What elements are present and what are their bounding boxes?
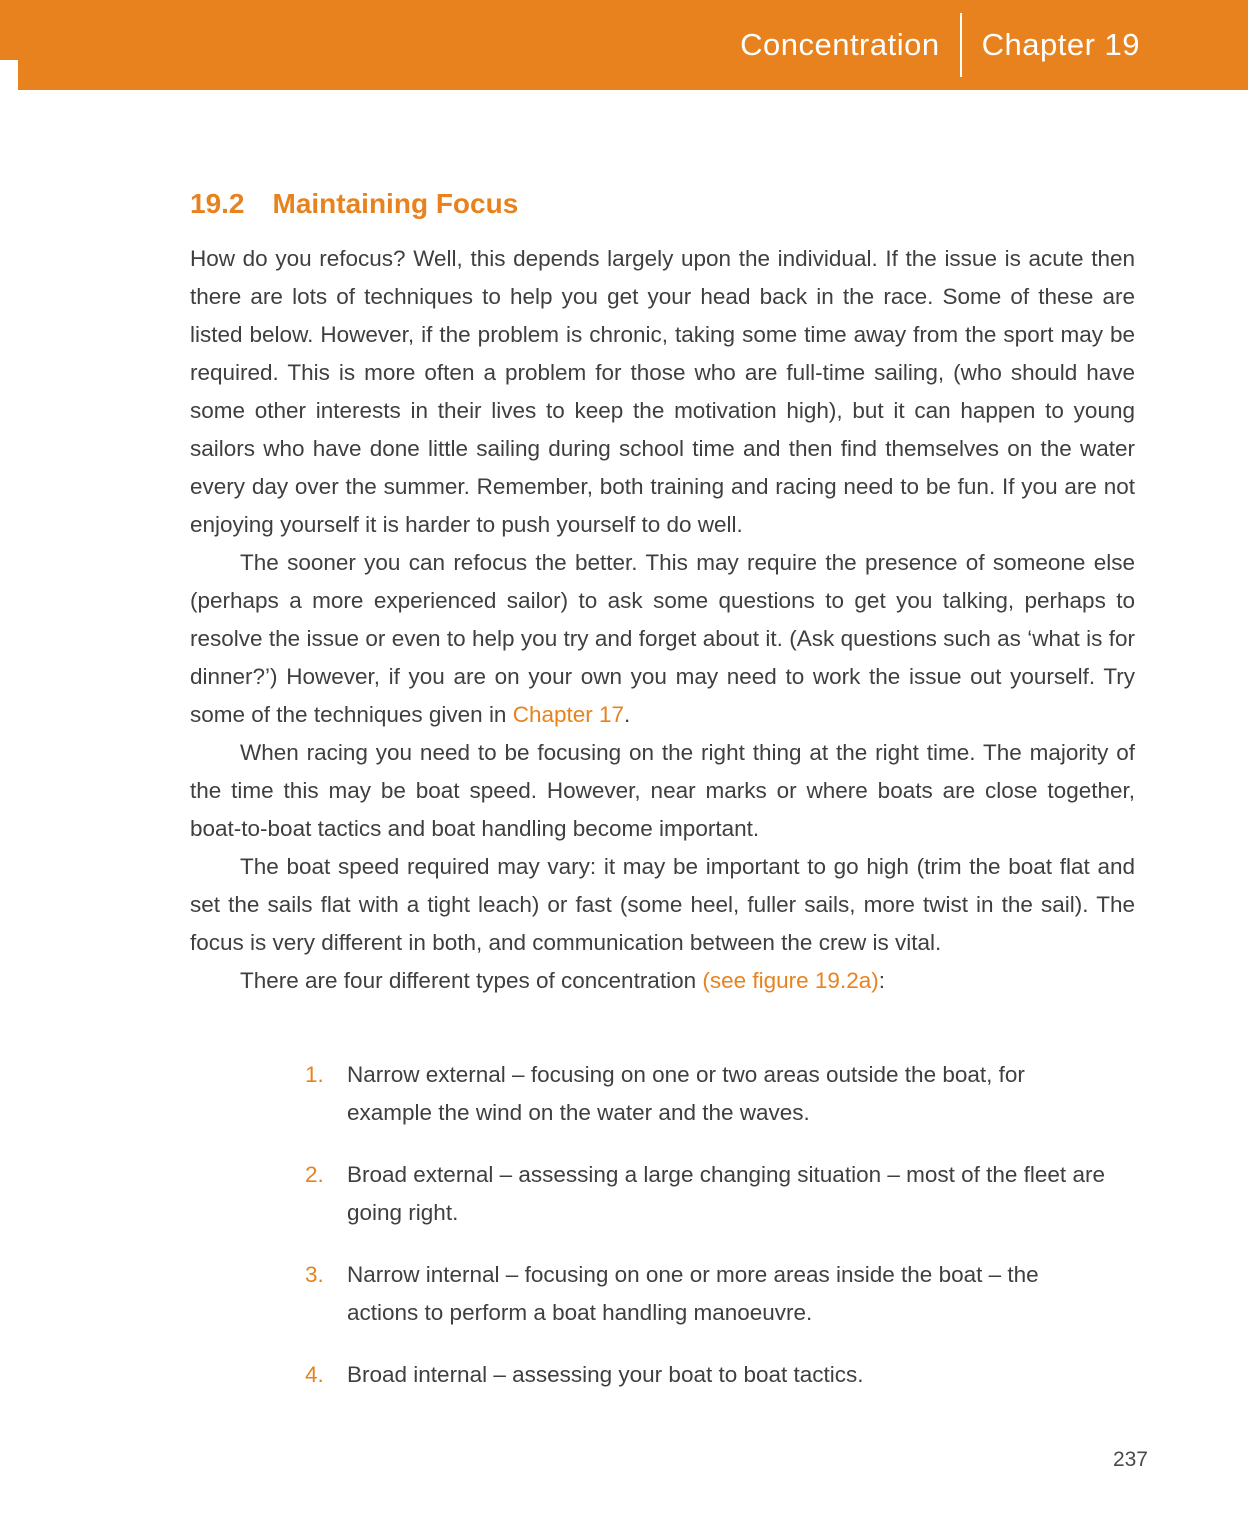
list-item-text: Broad internal – assessing your boat to boat tactics. [347, 1362, 864, 1387]
chapter-header-bar [0, 0, 1248, 90]
list-item [305, 1056, 1115, 1132]
header-corner-notch [0, 60, 18, 90]
list-item-number: 2. [305, 1162, 324, 1187]
list-item [305, 1156, 1115, 1232]
concentration-types-list [305, 1056, 1135, 1394]
list-item-text: Narrow internal – focusing on one or more areas inside the boat – the actions to perform a boat handling manoeuvre. [347, 1262, 1039, 1325]
list-item-text: Broad external – assessing a large changing situation – most of the fleet are going right. [347, 1162, 1105, 1225]
header-section-title: Concentration [740, 27, 940, 62]
paragraph-concentration-text: There are four different types of concentration [240, 968, 703, 993]
paragraph-refocus-end: . [624, 702, 631, 727]
section-heading-title: Maintaining Focus [272, 188, 519, 219]
chapter-17-link[interactable]: Chapter 17 [512, 702, 625, 727]
paragraph-racing: When racing you need to be focusing on the right thing at the right time. The majority of the time this may be boat speed. However, near marks or where boats are close together, boat-to-boat tactics and boat handling become important. [190, 740, 1135, 841]
list-item [305, 1356, 1115, 1394]
paragraph-boat-speed: The boat speed required may vary: it may be important to go high (trim the boat flat and set the sails flat with a tight leach) or fast (some heel, fuller sails, more twist in the sail). The focus is very different in both, and communication between the crew is vital. [190, 854, 1135, 955]
paragraph-refocus-text: The sooner you can refocus the better. This may require the presence of someone else (perhaps a more experienced sailor) to ask some questions to get you talking, perhaps to resolve the issue or even to help you try and forget about it. (Ask questions such as ‘what is for dinner?’) However, if you are on your own you may need to work the issue out yourself. Try some of the techniques given in [190, 550, 1135, 727]
paragraph-intro: How do you refocus? Well, this depends largely upon the individual. If the issue is acute then there are lots of techniques to help you get your head back in the race. Some of these are listed below. However, if the problem is chronic, taking some time away from the sport may be required. This is more often a problem for those who are full-time sailing, (who should have some other interests in their lives to keep the motivation high), but it can happen to young sailors who have done little sailing during school time and then find themselves on the water every day over the summer. Remember, both training and racing need to be fun. If you are not enjoying yourself it is harder to push yourself to do well. [190, 246, 1135, 537]
figure-19-2a-link[interactable]: (see figure 19.2a) [702, 968, 879, 993]
list-item-number: 1. [305, 1062, 324, 1087]
list-item-number: 3. [305, 1262, 324, 1287]
header-divider [960, 13, 962, 77]
page-content [0, 90, 1248, 1418]
header-chapter-label: Chapter 19 [981, 27, 1140, 62]
section-heading [190, 188, 1135, 220]
paragraph-concentration-end: : [878, 968, 885, 993]
paragraph-refocus [190, 544, 1135, 734]
list-item [305, 1256, 1115, 1332]
list-item-number: 4. [305, 1362, 324, 1387]
paragraph-concentration-types [190, 962, 1135, 1000]
list-item-text: Narrow external – focusing on one or two areas outside the boat, for example the wind on the water and the waves. [347, 1062, 1025, 1125]
section-heading-number: 19.2 [190, 188, 245, 219]
page-number: 237 [1112, 1448, 1148, 1471]
